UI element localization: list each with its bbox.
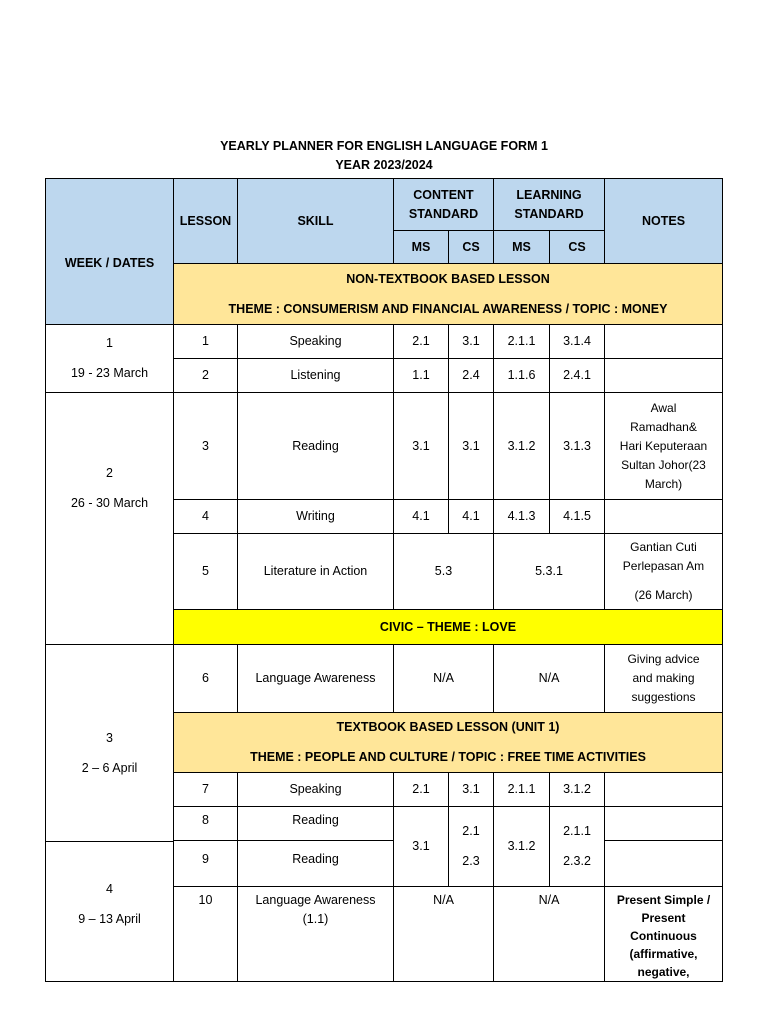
learning-cs: 3.1.2 [550,773,605,807]
section-non-textbook: NON-TEXTBOOK BASED LESSON THEME : CONSUMERISM AND FINANCIAL AWARENESS / TOPIC : MONEY [174,264,723,325]
week-4-cell: 4 9 – 13 April [46,842,174,982]
header-learning-standard: LEARNING STANDARD [494,179,605,231]
lesson-number: 6 [174,645,238,713]
section-textbook: TEXTBOOK BASED LESSON (UNIT 1) THEME : PEOPLE AND CULTURE / TOPIC : FREE TIME ACTIVITIES [174,713,723,773]
lesson-skill: Literature in Action [238,534,394,610]
document-year: YEAR 2023/2024 [335,158,433,172]
learning-cs: 3.1.4 [550,325,605,359]
header-lesson: LESSON [174,179,238,264]
lesson-skill: Listening [238,359,394,393]
learning-cs: 4.1.5 [550,500,605,534]
lesson-skill: Reading [238,807,394,841]
week-2-cell: 2 26 - 30 March [46,393,174,645]
header-notes: NOTES [605,179,723,264]
lesson-number: 5 [174,534,238,610]
content-cs: 2.1 2.3 [449,807,494,887]
header-learning-ms: MS [494,231,550,264]
content-cs: 4.1 [449,500,494,534]
learning-standard: N/A [494,645,605,713]
week-3-cell: 3 2 – 6 April [46,645,174,842]
header-content-ms: MS [394,231,449,264]
content-standard: N/A [394,887,494,982]
learning-ms: 1.1.6 [494,359,550,393]
lesson-number: 4 [174,500,238,534]
header-skill: SKILL [238,179,394,264]
lesson-skill: Language Awareness (1.1) [238,887,394,982]
lesson-notes [605,807,723,841]
learning-standard: N/A [494,887,605,982]
lesson-number: 1 [174,325,238,359]
learning-ms: 2.1.1 [494,773,550,807]
learning-ms: 3.1.2 [494,393,550,500]
content-ms: 3.1 [394,807,449,887]
lesson-notes: Present Simple / Present Continuous (affirmative, negative, [605,887,723,982]
content-ms: 4.1 [394,500,449,534]
lesson-skill: Reading [238,393,394,500]
yearly-planner-table [45,178,723,982]
lesson-notes [605,500,723,534]
content-ms: 3.1 [394,393,449,500]
learning-ms: 3.1.2 [494,807,550,887]
lesson-notes [605,359,723,393]
lesson-skill: Speaking [238,773,394,807]
lesson-notes [605,325,723,359]
lesson-number: 10 [174,887,238,982]
content-cs: 3.1 [449,393,494,500]
learning-standard: 5.3.1 [494,534,605,610]
content-cs: 2.4 [449,359,494,393]
content-standard: N/A [394,645,494,713]
header-content-cs: CS [449,231,494,264]
header-content-standard: CONTENT STANDARD [394,179,494,231]
content-cs: 3.1 [449,325,494,359]
lesson-skill: Speaking [238,325,394,359]
header-week-dates: WEEK / DATES [46,179,174,325]
content-ms: 2.1 [394,325,449,359]
lesson-notes: Giving advice and making suggestions [605,645,723,713]
lesson-number: 2 [174,359,238,393]
week-1-cell: 1 19 - 23 March [46,325,174,393]
lesson-skill: Reading [238,841,394,887]
learning-cs: 2.4.1 [550,359,605,393]
lesson-skill: Writing [238,500,394,534]
content-ms: 1.1 [394,359,449,393]
lesson-skill: Language Awareness [238,645,394,713]
lesson-number: 7 [174,773,238,807]
learning-ms: 4.1.3 [494,500,550,534]
lesson-notes [605,841,723,887]
document-title: YEARLY PLANNER FOR ENGLISH LANGUAGE FORM 1 [220,139,548,153]
lesson-number: 8 [174,807,238,841]
lesson-notes: Awal Ramadhan& Hari Keputeraan Sultan Johor(23 March) [605,393,723,500]
lesson-number: 9 [174,841,238,887]
header-learning-cs: CS [550,231,605,264]
learning-ms: 2.1.1 [494,325,550,359]
learning-cs: 3.1.3 [550,393,605,500]
learning-cs: 2.1.1 2.3.2 [550,807,605,887]
section-civic: CIVIC – THEME : LOVE [174,610,723,645]
lesson-notes: Gantian Cuti Perlepasan Am (26 March) [605,534,723,610]
content-cs: 3.1 [449,773,494,807]
content-ms: 2.1 [394,773,449,807]
lesson-number: 3 [174,393,238,500]
content-standard: 5.3 [394,534,494,610]
lesson-notes [605,773,723,807]
